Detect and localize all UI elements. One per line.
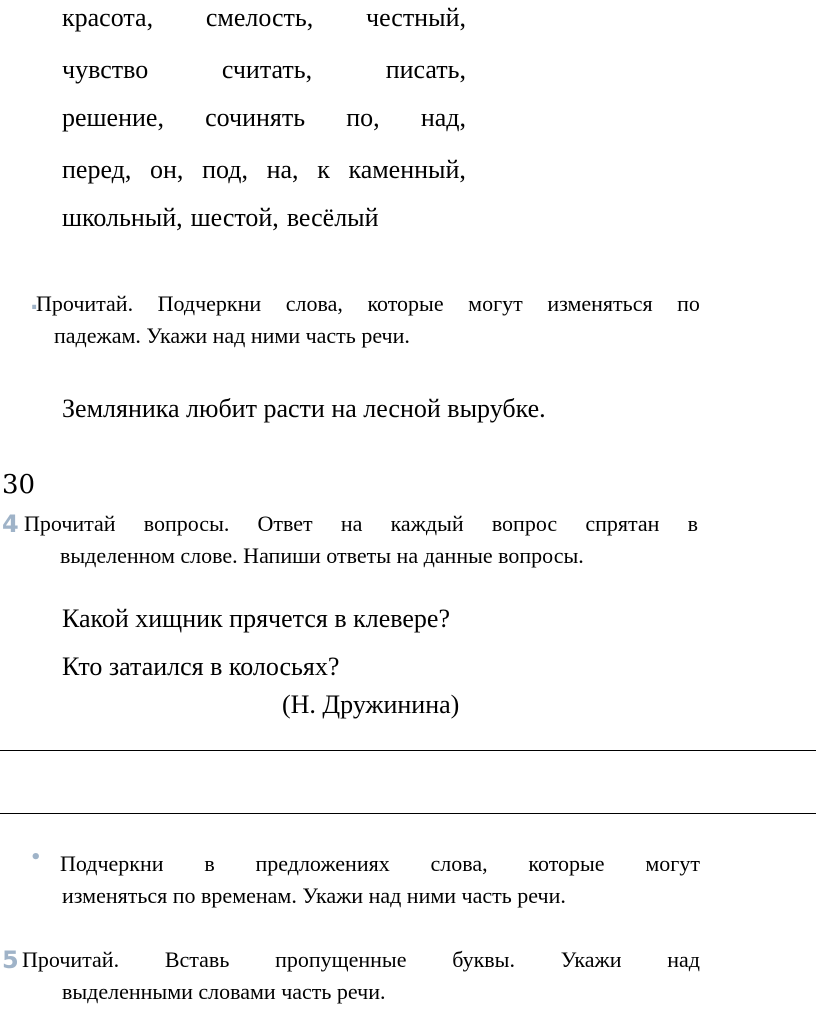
word: изменяться <box>547 291 653 316</box>
word: буквы. <box>452 947 515 972</box>
word: которые <box>367 291 444 316</box>
word: слова, <box>430 851 488 876</box>
author: (Н. Дружинина) <box>282 690 460 719</box>
word: смелость, <box>205 3 314 32</box>
task-1-sentence: Земляника любит расти на лесной вырубке. <box>62 394 546 423</box>
word-row-3 <box>62 102 466 134</box>
task-number: 5 <box>2 946 19 974</box>
word-row-1 <box>62 2 466 34</box>
word: школьный, <box>62 203 183 232</box>
word: которые <box>528 851 605 876</box>
word: сочинять <box>205 103 306 132</box>
task-5-line-2: выделенными словами часть речи. <box>62 979 386 1004</box>
word: над, <box>420 103 466 132</box>
word: считать, <box>221 55 313 84</box>
word: писать, <box>385 55 466 84</box>
word: на <box>340 511 363 536</box>
bullet-icon: • <box>30 847 42 868</box>
word: под, <box>202 155 248 184</box>
word: над <box>667 947 700 972</box>
word: честный, <box>366 3 466 32</box>
word: Укажи <box>560 947 622 972</box>
word: Подчеркни <box>157 291 262 316</box>
word: Прочитай <box>24 511 116 536</box>
word: вопросы. <box>143 511 230 536</box>
word: пропущенные <box>275 947 407 972</box>
answer-line <box>0 750 816 751</box>
word: в <box>687 511 698 536</box>
word: могут <box>645 851 700 876</box>
word: Подчеркни <box>60 851 164 876</box>
word: вопрос <box>491 511 558 536</box>
word: Прочитай. <box>22 947 120 972</box>
word: каждый <box>390 511 464 536</box>
task-1-line-2: падежам. Укажи над ними часть речи. <box>54 323 410 348</box>
word: Ответ <box>257 511 313 536</box>
word: он, <box>150 155 184 184</box>
answer-line <box>0 813 816 814</box>
word: по <box>677 291 700 316</box>
word: могут <box>468 291 523 316</box>
word: каменный, <box>348 155 466 184</box>
task-5-line-1 <box>22 944 700 976</box>
word: весёлый <box>286 203 379 232</box>
word: чувство <box>62 55 149 84</box>
task-marker: . <box>30 290 39 315</box>
word: перед, <box>62 155 132 184</box>
word: шестой, <box>190 203 279 232</box>
word-row-5 <box>62 202 466 234</box>
question: Кто затаился в колосьях? <box>62 652 340 681</box>
word: по, <box>346 103 380 132</box>
word: спрятан <box>585 511 660 536</box>
word-row-2 <box>62 54 466 86</box>
word: на, <box>266 155 299 184</box>
task-1-line-1 <box>36 288 700 320</box>
task-bullet-line-1 <box>60 848 700 880</box>
word: в <box>204 851 215 876</box>
page-number: 30 <box>2 470 36 500</box>
word: Прочитай. <box>36 291 134 316</box>
word: предложениях <box>255 851 390 876</box>
task-number: 4 <box>2 510 19 538</box>
word: к <box>317 155 330 184</box>
question: Какой хищник прячется в клевере? <box>62 604 450 633</box>
word: решение, <box>62 103 164 132</box>
task-bullet-line-2: изменяться по временам. Укажи над ними часть речи. <box>62 883 566 908</box>
word: Вставь <box>164 947 230 972</box>
word: красота, <box>62 3 154 32</box>
word: слова, <box>285 291 343 316</box>
task-4-line-2: выделенном слове. Напиши ответы на данные вопросы. <box>60 543 584 568</box>
task-4-line-1 <box>24 508 698 540</box>
word-row-4 <box>62 154 466 186</box>
